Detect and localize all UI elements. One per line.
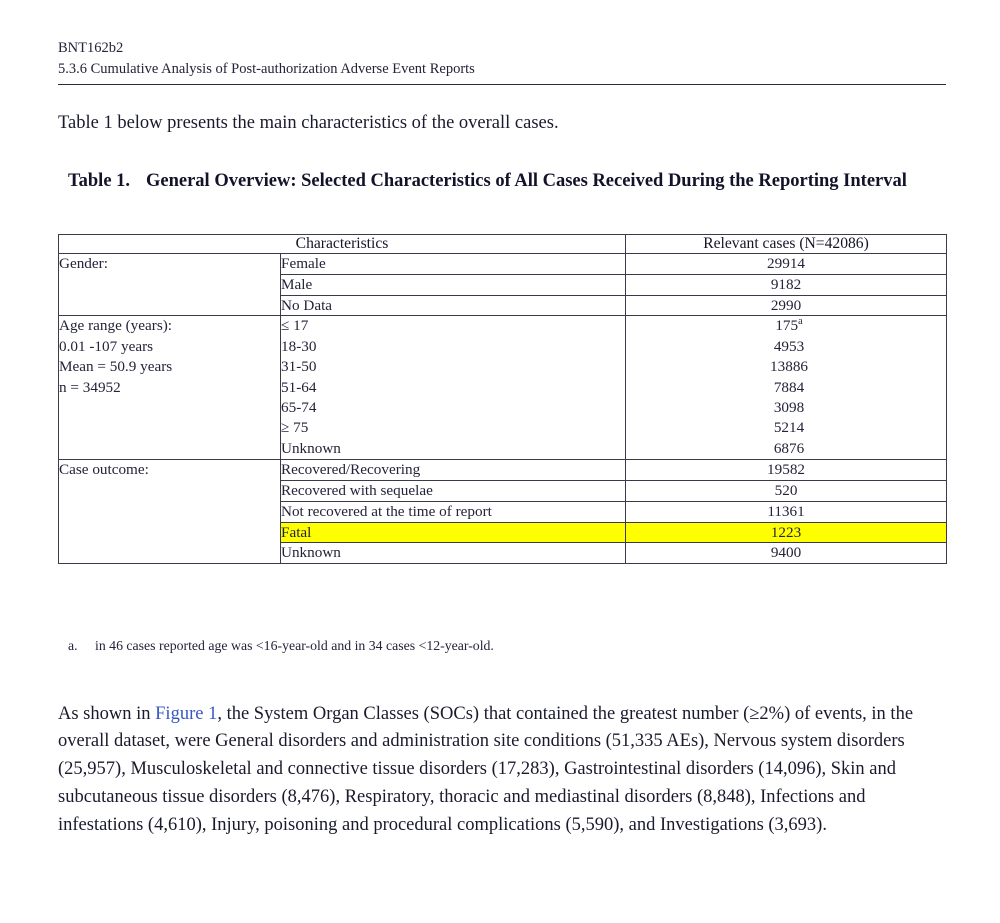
age-bracket: 51-64 — [281, 378, 317, 396]
age-range-label: Age range (years): — [59, 317, 173, 335]
table-caption-label: Table 1. — [68, 171, 131, 191]
section-label-age-range — [59, 316, 281, 460]
section-label-case-outcome: Case outcome: — [59, 460, 281, 564]
footnote-marker-a: a — [798, 316, 803, 328]
row-value: 2990 — [626, 295, 947, 316]
row-name: Unknown — [281, 543, 626, 564]
row-value: 520 — [626, 481, 947, 502]
row-value: 29914 — [626, 254, 947, 275]
row-value: 9400 — [626, 543, 947, 564]
age-bracket: 18-30 — [281, 337, 317, 355]
age-value: 7884 — [773, 378, 805, 396]
age-range-value-list — [626, 316, 947, 460]
age-bracket: 31-50 — [281, 358, 317, 376]
age-value: 4953 — [773, 337, 805, 355]
table-footnote — [68, 636, 948, 655]
row-value: 1223 — [626, 522, 947, 543]
column-header-relevant-cases: Relevant cases (N=42086) — [626, 235, 947, 254]
age-range-mean: Mean = 50.9 years — [59, 358, 173, 376]
age-bracket: ≥ 75 — [281, 419, 309, 437]
age-bracket: Unknown — [281, 439, 341, 457]
footnote-marker: a. — [68, 638, 78, 653]
table-row — [59, 254, 947, 275]
age-range-span: 0.01 -107 years — [59, 337, 154, 355]
product-code: BNT162b2 — [58, 40, 124, 56]
row-name: Not recovered at the time of report — [281, 501, 626, 522]
table-header-row — [59, 235, 947, 254]
age-value: 13886 — [770, 358, 808, 376]
footnote-text: in 46 cases reported age was <16-year-old and in 34 cases <12-year-old. — [95, 638, 494, 653]
table-row-age-range — [59, 316, 947, 460]
age-value: 3098 — [773, 399, 805, 416]
row-value: 11361 — [626, 501, 947, 522]
section-label-gender: Gender: — [59, 254, 281, 316]
row-name: Recovered/Recovering — [281, 460, 626, 481]
age-range-bracket-list — [281, 316, 626, 460]
table-caption — [68, 168, 948, 194]
section-title: 5.3.6 Cumulative Analysis of Post-authorization Adverse Event Reports — [58, 61, 475, 78]
header-divider — [58, 84, 946, 85]
row-value: 19582 — [626, 460, 947, 481]
paragraph-text-before-link: As shown in — [58, 703, 156, 724]
paragraph-text-after-link: , the System Organ Classes (SOCs) that contained the greatest number (≥2%) of events, in the overall dataset, were General disorders and administration site conditions (51,335 AEs), Nervous system disorders (25,957), Musculoskeletal and connective tissue disorders (17,283), Gastrointestinal disorders (14,096), Skin and subcutaneous tissue disorders (8,476), Respiratory, thoracic and mediastinal disorders (8,848), Infections and infestations (4,610), Injury, poisoning and procedural complications (5,590), and Investigations (3,693). — [58, 703, 914, 835]
table-container — [58, 234, 946, 564]
characteristics-table — [58, 234, 947, 564]
intro-paragraph: Table 1 below presents the main characteristics of the overall cases. — [58, 113, 559, 133]
age-value: 175$^a$ — [775, 316, 803, 335]
row-value: 9182 — [626, 274, 947, 295]
age-range-n: n = 34952 — [59, 378, 121, 396]
row-name: Fatal — [281, 522, 626, 543]
row-name: No Data — [281, 295, 626, 316]
table-row — [59, 460, 947, 481]
table-body — [59, 235, 947, 564]
column-header-characteristics: Characteristics — [59, 235, 626, 254]
document-header — [58, 38, 946, 80]
age-bracket: ≤ 17 — [281, 317, 309, 335]
row-name: Male — [281, 274, 626, 295]
row-name: Female — [281, 254, 626, 275]
age-value: 6876 — [773, 439, 805, 457]
age-value: 5214 — [773, 419, 805, 437]
figure-1-link[interactable]: Figure 1 — [155, 703, 218, 724]
table-caption-title: General Overview: Selected Characteristics of All Cases Received During the Reporting Interval — [146, 171, 907, 191]
age-bracket: 65-74 — [281, 399, 317, 416]
row-name: Recovered with sequelae — [281, 481, 626, 502]
body-paragraph — [58, 701, 942, 840]
